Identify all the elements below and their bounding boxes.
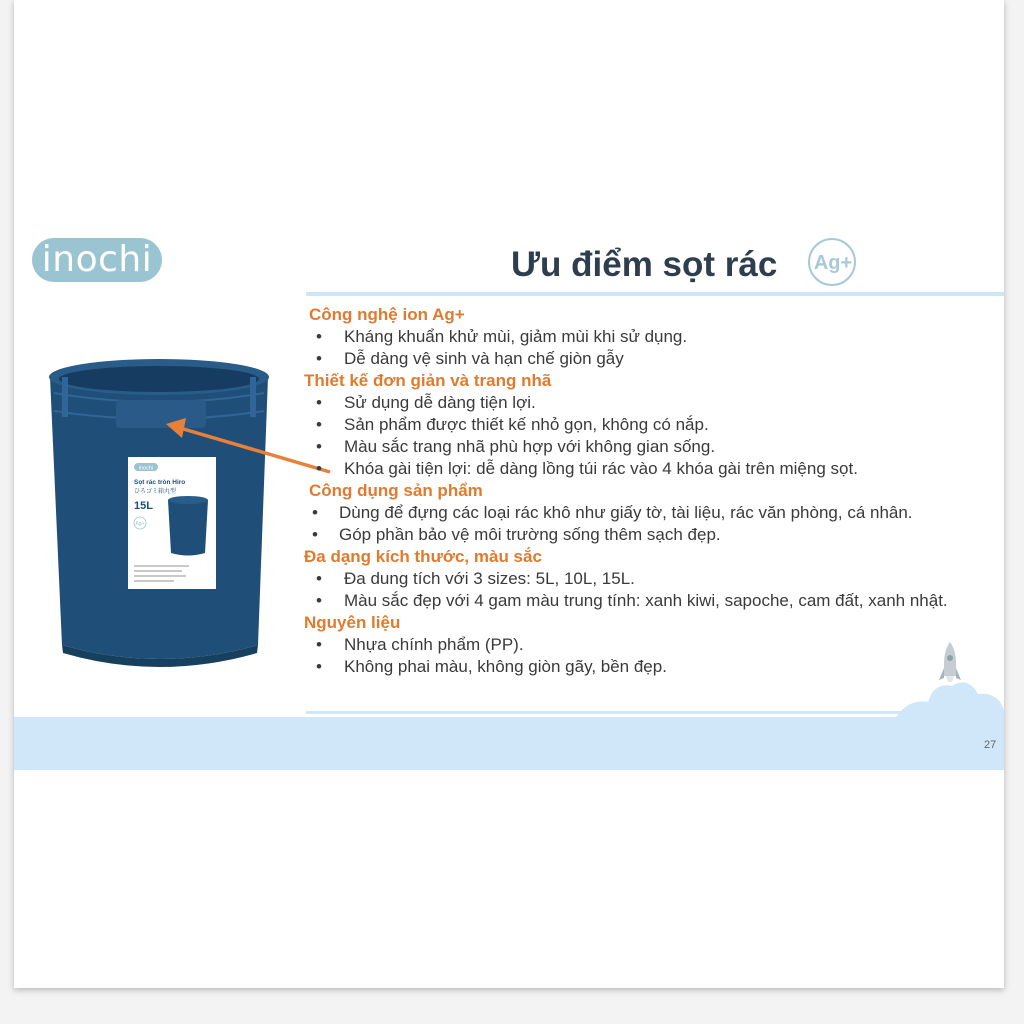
list-item xyxy=(304,392,994,414)
label-ag-text: Ag+ xyxy=(135,521,145,527)
bullet: • xyxy=(316,327,322,346)
title-divider xyxy=(306,292,1004,296)
section-heading: Công nghệ ion Ag+ xyxy=(309,305,465,324)
list-item xyxy=(304,590,992,612)
bullet: • xyxy=(316,459,322,478)
label-bin-thumbnail xyxy=(168,500,208,556)
list-item xyxy=(304,326,994,348)
logo-text: inochi xyxy=(41,239,153,280)
list-item xyxy=(304,436,994,458)
list-item xyxy=(304,524,994,546)
bullet: • xyxy=(312,503,318,522)
label-brand: inochi xyxy=(138,465,154,472)
list-item-text: Kháng khuẩn khử mùi, giảm mùi khi sử dụng. xyxy=(344,327,688,346)
ag-plus-icon xyxy=(806,236,858,288)
section-usage xyxy=(304,480,994,546)
slide-page xyxy=(14,0,1004,988)
bullet: • xyxy=(316,635,322,654)
page-title: Ưu điểm sọt rác xyxy=(511,245,778,284)
list-item xyxy=(304,458,994,480)
bullet: • xyxy=(312,525,318,544)
ag-badge-text: Ag+ xyxy=(813,252,853,274)
section-sizes-colors xyxy=(304,546,994,612)
list-item-text: Màu sắc đẹp với 4 gam màu trung tính: xanh kiwi, sapoche, cam đất, xanh nhật. xyxy=(344,591,948,610)
page-number: 27 xyxy=(984,739,997,751)
label-product-name: Sọt rác tròn Hiro xyxy=(134,479,186,486)
bullet: • xyxy=(316,437,322,456)
bullet: • xyxy=(316,415,322,434)
bullet: • xyxy=(316,349,322,368)
section-ion-tech xyxy=(304,304,994,370)
list-item-text: Sản phẩm được thiết kế nhỏ gọn, không có nắp. xyxy=(344,415,709,434)
section-heading: Công dụng sản phẩm xyxy=(309,481,483,500)
list-item-text: Khóa gài tiện lợi: dễ dàng lồng túi rác vào 4 khóa gài trên miệng sọt. xyxy=(344,459,858,478)
bullet: • xyxy=(316,393,322,412)
section-heading: Nguyên liệu xyxy=(304,613,401,632)
list-item-text: Góp phần bảo vệ môi trường sống thêm sạch đẹp. xyxy=(339,525,721,544)
bullet: • xyxy=(316,569,322,588)
section-heading: Thiết kế đơn giản và trang nhã xyxy=(304,371,552,390)
label-capacity: 15L xyxy=(134,500,153,512)
label-japanese-name: ひろゴミ箱丸型 xyxy=(134,488,177,495)
section-design xyxy=(304,370,994,480)
feature-list xyxy=(304,304,994,678)
inochi-logo xyxy=(32,238,162,282)
list-item xyxy=(304,348,994,370)
list-item-text: Dễ dàng vệ sinh và hạn chế giòn gẫy xyxy=(344,349,624,368)
list-item-text: Nhựa chính phẩm (PP). xyxy=(344,635,524,654)
list-item-text: Màu sắc trang nhã phù hợp với không gian sống. xyxy=(344,437,716,456)
list-item-text: Dùng để đựng các loại rác khô như giấy tờ, tài liệu, rác văn phòng, cá nhân. xyxy=(339,503,913,522)
list-item-text: Không phai màu, không giòn gãy, bền đẹp. xyxy=(344,657,667,676)
list-item xyxy=(304,414,994,436)
list-item xyxy=(304,634,994,656)
bullet: • xyxy=(316,591,322,610)
list-item xyxy=(304,502,994,524)
trash-bin-image xyxy=(44,355,274,685)
footer-band xyxy=(14,717,1004,770)
section-material xyxy=(304,612,994,678)
list-item-text: Đa dung tích với 3 sizes: 5L, 10L, 15L. xyxy=(344,569,635,588)
list-item xyxy=(304,656,994,678)
list-item-text: Sử dụng dễ dàng tiện lợi. xyxy=(344,393,536,412)
list-item xyxy=(304,568,994,590)
bullet: • xyxy=(316,657,322,676)
rocket-icon xyxy=(894,636,1004,720)
section-heading: Đa dạng kích thước, màu sắc xyxy=(304,547,542,566)
